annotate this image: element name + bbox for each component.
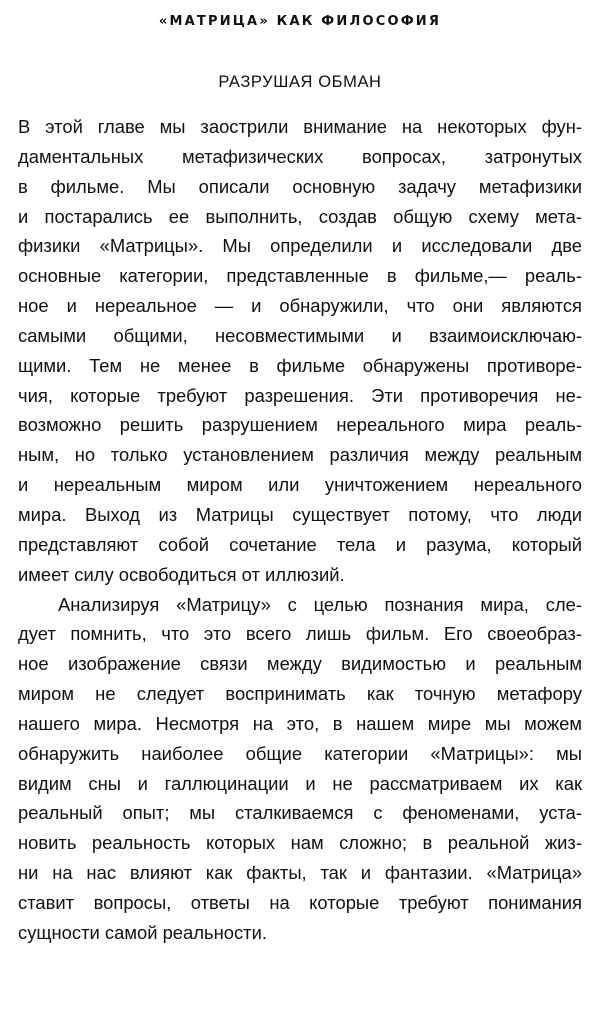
text-line: чия, которые требуют разрешения. Эти противоречия не- [18,384,582,406]
text-line: ным, но только установлением различия между реальным [18,444,582,466]
section-title: РАЗРУШАЯ ОБМАН [218,73,382,91]
body-text [18,112,582,948]
running-header: «МАТРИЦА» КАК ФИЛОСОФИЯ [158,14,442,29]
text-line: ное изображение связи между видимостью и реальным [18,653,582,675]
text-line: миром не следует воспринимать как точную метафору [18,683,582,705]
paragraph-1 [18,112,582,590]
text-line: самыми общими, несовместимыми и взаимоисключаю- [18,324,582,346]
text-line: дует помнить, что это всего лишь фильм. Его своеобраз- [18,623,582,645]
text-line: Анализируя «Матрицу» с целью познания мира, сле- [58,593,582,615]
text-line: представляют собой сочетание тела и разума, который [18,533,582,555]
text-line: сущности самой реальности. [18,921,267,943]
text-line: и нереальным миром или уничтожением нереального [18,474,582,496]
text-line: и постарались ее выполнить, создав общую схему мета- [18,205,582,227]
text-line: реальный опыт; мы сталкиваемся с феноменами, уста- [18,802,582,824]
text-line: В этой главе мы заострили внимание на некоторых фун- [18,116,582,137]
text-line: ни на нас влияют как факты, так и фантазии. «Матрица» [18,862,582,884]
text-line: новить реальность которых нам сложно; в реальной жиз- [18,832,582,854]
text-line: мира. Выход из Матрицы существует потому, что люди [18,503,582,525]
text-line: возможно решить разрушением нереального мира реаль- [18,414,582,436]
text-line: обнаружить наиболее общие категории «Матрицы»: мы [18,742,582,764]
text-line: физики «Матрицы». Мы определили и исследовали две [18,235,582,257]
text-line: нашего мира. Несмотря на это, в нашем мире мы можем [18,712,582,734]
text-line: ставит вопросы, ответы на которые требуют понимания [18,891,582,913]
text-line: основные категории, представленные в фильме,— реаль- [18,265,582,287]
text-line: в фильме. Мы описали основную задачу метафизики [18,175,582,197]
text-line: даментальных метафизических вопросах, затронутых [18,145,582,167]
paragraph-2 [18,590,582,948]
text-line: видим сны и галлюцинации и не рассматриваем их как [18,772,582,794]
text-line: ное и нереальное — и обнаружили, что они являются [18,295,582,317]
text-line: имеет силу освободиться от иллюзий. [18,563,345,585]
text-line: щими. Тем не менее в фильме обнаружены противоре- [18,354,582,376]
